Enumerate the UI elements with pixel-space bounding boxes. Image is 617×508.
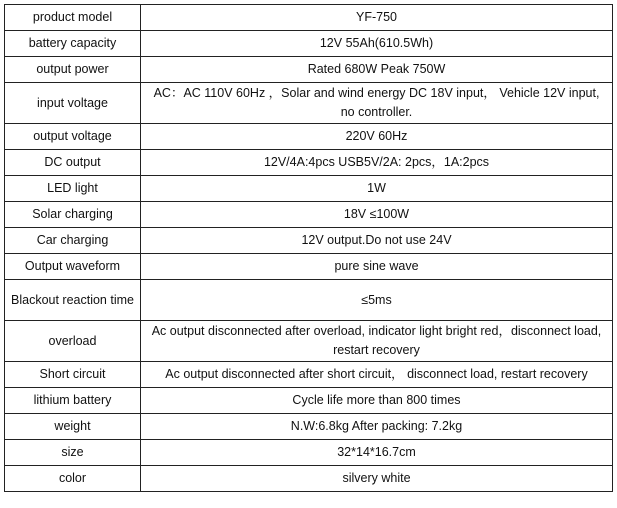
table-row bbox=[5, 280, 613, 321]
row-label-product-model: product model bbox=[5, 5, 141, 31]
table-row bbox=[5, 57, 613, 83]
table-row bbox=[5, 440, 613, 466]
row-label-color: color bbox=[5, 466, 141, 492]
table-row bbox=[5, 362, 613, 388]
row-label-weight: weight bbox=[5, 414, 141, 440]
row-value-battery-capacity: 12V 55Ah(610.5Wh) bbox=[141, 31, 613, 57]
row-label-output-waveform: Output waveform bbox=[5, 254, 141, 280]
row-label-size: size bbox=[5, 440, 141, 466]
row-value-output-power: Rated 680W Peak 750W bbox=[141, 57, 613, 83]
row-label-lithium-battery: lithium battery bbox=[5, 388, 141, 414]
row-label-led-light: LED light bbox=[5, 176, 141, 202]
row-value-dc-output: 12V/4A:4pcs USB5V/2A: 2pcs，1A:2pcs bbox=[141, 150, 613, 176]
row-label-overload: overload bbox=[5, 321, 141, 362]
row-value-short-circuit: Ac output disconnected after short circuit， disconnect load, restart recovery bbox=[141, 362, 613, 388]
table-row bbox=[5, 228, 613, 254]
table-row bbox=[5, 5, 613, 31]
row-label-input-voltage: input voltage bbox=[5, 83, 141, 124]
row-value-output-voltage: 220V 60Hz bbox=[141, 124, 613, 150]
row-label-battery-capacity: battery capacity bbox=[5, 31, 141, 57]
row-value-output-waveform: pure sine wave bbox=[141, 254, 613, 280]
row-value-lithium-battery: Cycle life more than 800 times bbox=[141, 388, 613, 414]
row-value-size: 32*14*16.7cm bbox=[141, 440, 613, 466]
table-row bbox=[5, 176, 613, 202]
row-label-dc-output: DC output bbox=[5, 150, 141, 176]
table-row bbox=[5, 83, 613, 124]
row-label-output-voltage: output voltage bbox=[5, 124, 141, 150]
table-row bbox=[5, 466, 613, 492]
table-row bbox=[5, 124, 613, 150]
row-label-short-circuit: Short circuit bbox=[5, 362, 141, 388]
row-value-led-light: 1W bbox=[141, 176, 613, 202]
row-label-solar-charging: Solar charging bbox=[5, 202, 141, 228]
row-label-blackout-reaction-time: Blackout reaction time bbox=[5, 280, 141, 321]
spec-table bbox=[4, 4, 613, 492]
table-row bbox=[5, 414, 613, 440]
row-label-car-charging: Car charging bbox=[5, 228, 141, 254]
row-value-solar-charging: 18V ≤100W bbox=[141, 202, 613, 228]
row-value-product-model: YF-750 bbox=[141, 5, 613, 31]
row-value-car-charging: 12V output.Do not use 24V bbox=[141, 228, 613, 254]
table-row bbox=[5, 150, 613, 176]
row-value-weight: N.W:6.8kg After packing: 7.2kg bbox=[141, 414, 613, 440]
row-label-output-power: output power bbox=[5, 57, 141, 83]
table-row bbox=[5, 254, 613, 280]
table-row bbox=[5, 388, 613, 414]
table-row bbox=[5, 202, 613, 228]
table-row bbox=[5, 321, 613, 362]
table-row bbox=[5, 31, 613, 57]
row-value-color: silvery white bbox=[141, 466, 613, 492]
row-value-overload: Ac output disconnected after overload, indicator light bright red，disconnect load, restart recovery bbox=[141, 321, 613, 362]
row-value-input-voltage: AC：AC 110V 60Hz ，Solar and wind energy DC 18V input， Vehicle 12V input, no controller. bbox=[141, 83, 613, 124]
row-value-blackout-reaction-time: ≤5ms bbox=[141, 280, 613, 321]
